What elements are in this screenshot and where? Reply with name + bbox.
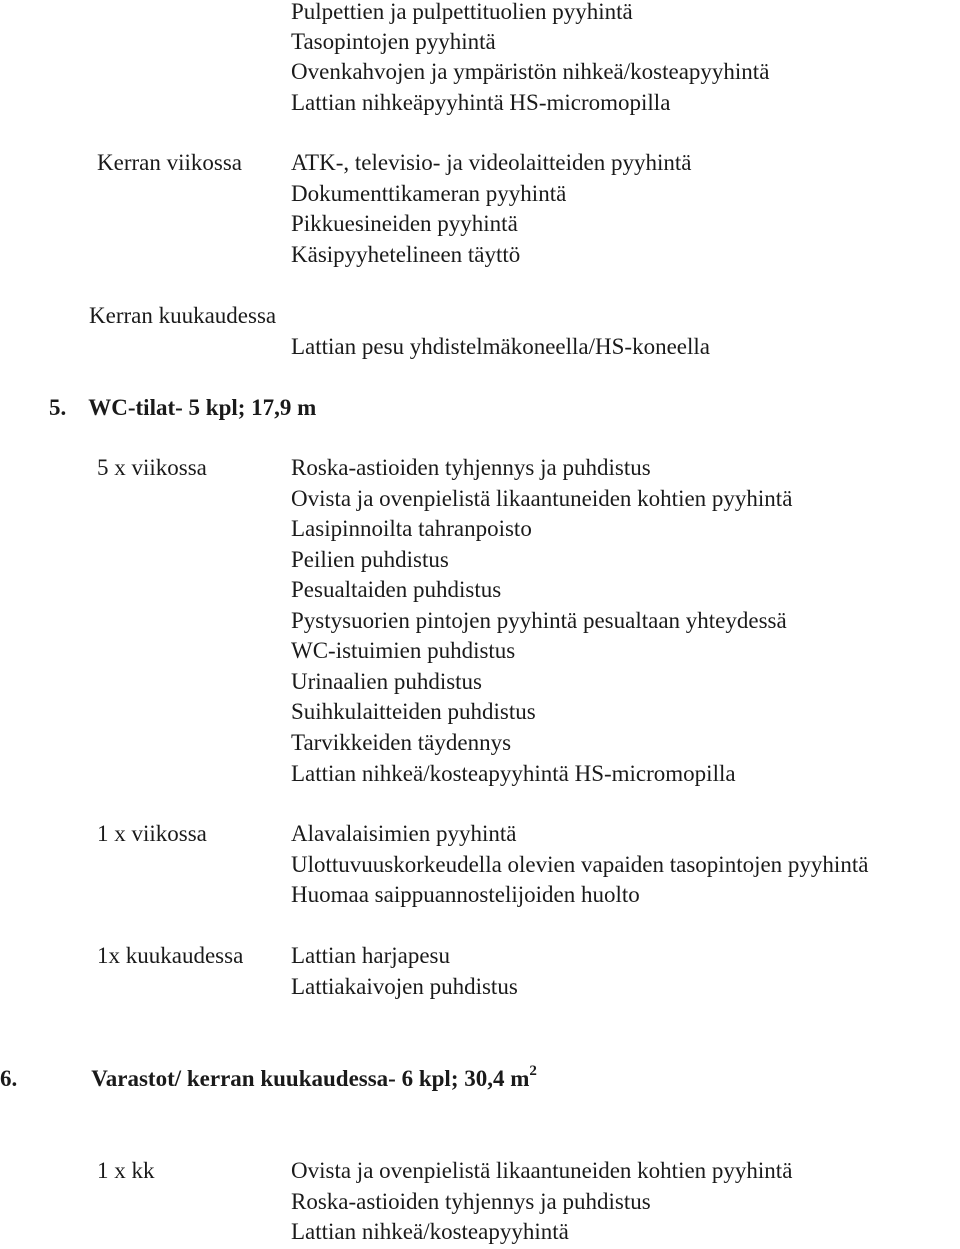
- task-item: Lattian pesu yhdistelmäkoneella/HS-koneella: [291, 334, 710, 359]
- task-item: Lattian nihkeäpyyhintä HS-micromopilla: [291, 90, 671, 115]
- task-item: Lattian nihkeä/kosteapyyhintä HS-micromopilla: [291, 761, 736, 786]
- task-item: ATK-, televisio- ja videolaitteiden pyyhintä: [291, 150, 692, 175]
- frequency-label: 1 x viikossa: [97, 821, 207, 846]
- task-item: Pikkuesineiden pyyhintä: [291, 211, 518, 236]
- task-item: Roska-astioiden tyhjennys ja puhdistus: [291, 455, 651, 480]
- task-item: Ovenkahvojen ja ympäristön nihkeä/kosteapyyhintä: [291, 59, 770, 84]
- frequency-label: 5 x viikossa: [97, 455, 207, 480]
- task-item: Tarvikkeiden täydennys: [291, 730, 512, 755]
- task-item: Ulottuvuuskorkeudella olevien vapaiden tasopintojen pyyhintä: [291, 852, 869, 877]
- task-item: Urinaalien puhdistus: [291, 669, 482, 694]
- task-item: Lattian harjapesu: [291, 943, 451, 968]
- task-item: Tasopintojen pyyhintä: [291, 29, 496, 54]
- task-item: Alavalaisimien pyyhintä: [291, 821, 517, 846]
- section-heading: [0, 1064, 537, 1097]
- task-item: Dokumenttikameran pyyhintä: [291, 181, 567, 206]
- task-item: Suihkulaitteiden puhdistus: [291, 699, 536, 724]
- section-title: Varastot/ kerran kuukaudessa- 6 kpl; 30,4 m: [91, 1066, 530, 1091]
- frequency-label: 1x kuukaudessa: [97, 943, 244, 968]
- section-heading: [49, 393, 316, 423]
- task-item: WC-istuimien puhdistus: [291, 638, 516, 663]
- task-item: Peilien puhdistus: [291, 547, 449, 572]
- task-item: Ovista ja ovenpielistä likaantuneiden kohtien pyyhintä: [291, 1158, 793, 1183]
- frequency-label: 1 x kk: [97, 1158, 155, 1183]
- frequency-label: Kerran viikossa: [97, 150, 242, 175]
- frequency-label: Kerran kuukaudessa: [89, 303, 277, 328]
- task-item: Käsipyyhetelineen täyttö: [291, 242, 521, 267]
- task-item: Roska-astioiden tyhjennys ja puhdistus: [291, 1189, 651, 1214]
- task-item: Huomaa saippuannostelijoiden huolto: [291, 882, 640, 907]
- task-item: Lattian nihkeä/kosteapyyhintä: [291, 1219, 569, 1244]
- task-item: Pulpettien ja pulpettituolien pyyhintä: [291, 0, 633, 24]
- task-item: Pystysuorien pintojen pyyhintä pesualtaan yhteydessä: [291, 608, 787, 633]
- task-item: Lasipinnoilta tahranpoisto: [291, 516, 532, 541]
- task-item: Ovista ja ovenpielistä likaantuneiden kohtien pyyhintä: [291, 486, 793, 511]
- task-item: Lattiakaivojen puhdistus: [291, 974, 518, 999]
- section-number: 6.: [0, 1066, 18, 1091]
- superscript: 2: [529, 1063, 537, 1079]
- section-title: WC-tilat- 5 kpl; 17,9 m: [88, 395, 317, 420]
- task-item: Pesualtaiden puhdistus: [291, 577, 502, 602]
- section-number: 5.: [49, 395, 67, 420]
